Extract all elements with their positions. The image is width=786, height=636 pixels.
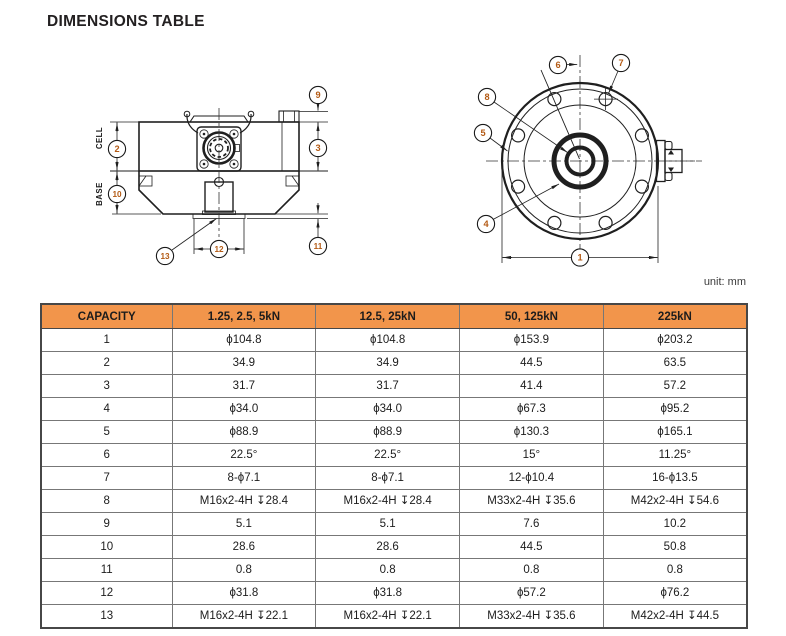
dimension-value-cell: ϕ104.8 <box>172 329 316 352</box>
table-row <box>41 490 747 513</box>
table-row <box>41 398 747 421</box>
dimension-value-cell: M16x2-4H ↧28.4 <box>172 490 316 513</box>
item-number-cell: 1 <box>41 329 172 352</box>
item-number-cell: 4 <box>41 398 172 421</box>
dimension-value-cell: 63.5 <box>603 352 747 375</box>
dimension-value-cell: ϕ130.3 <box>460 421 604 444</box>
capacity-value-header: 12.5, 25kN <box>316 304 460 329</box>
dimension-value-cell: 0.8 <box>172 559 316 582</box>
dimension-value-cell: 28.6 <box>316 536 460 559</box>
item-number-cell: 5 <box>41 421 172 444</box>
dimension-value-cell: 31.7 <box>316 375 460 398</box>
item-number-cell: 11 <box>41 559 172 582</box>
dimension-value-cell: 7.6 <box>460 513 604 536</box>
table-row <box>41 375 747 398</box>
dimension-value-cell: 31.7 <box>172 375 316 398</box>
balloon-number: 2 <box>114 144 120 155</box>
dimension-value-cell: 34.9 <box>316 352 460 375</box>
balloon-number: 13 <box>160 251 170 261</box>
balloon-13 <box>156 247 173 264</box>
dimensions-table-container <box>40 303 747 629</box>
balloon-8 <box>478 88 495 105</box>
dimension-value-cell: ϕ153.9 <box>460 329 604 352</box>
table-row <box>41 421 747 444</box>
item-number-cell: 12 <box>41 582 172 605</box>
dimension-value-cell: ϕ76.2 <box>603 582 747 605</box>
dimension-value-cell: 34.9 <box>172 352 316 375</box>
table-head-row <box>41 304 747 329</box>
balloon-5 <box>474 124 491 141</box>
item-number-cell: 3 <box>41 375 172 398</box>
table-row <box>41 352 747 375</box>
balloon-number: 10 <box>112 189 122 199</box>
balloon-number: 7 <box>618 58 624 69</box>
table-row <box>41 536 747 559</box>
dimension-value-cell: 41.4 <box>460 375 604 398</box>
capacity-value-header: 225kN <box>603 304 747 329</box>
item-number-cell: 7 <box>41 467 172 490</box>
dimension-value-cell: 15° <box>460 444 604 467</box>
balloon-number: 12 <box>214 244 224 254</box>
balloon-number: 9 <box>315 90 321 101</box>
dimension-value-cell: 12-ϕ10.4 <box>460 467 604 490</box>
item-number-cell: 13 <box>41 605 172 629</box>
unit-note: unit: mm <box>703 276 746 288</box>
dimension-value-cell: 0.8 <box>460 559 604 582</box>
side-view-drawing <box>95 86 328 264</box>
balloon-3 <box>309 139 326 156</box>
dimension-value-cell: M16x2-4H ↧28.4 <box>316 490 460 513</box>
dimension-value-cell: 10.2 <box>603 513 747 536</box>
dimension-value-cell: ϕ31.8 <box>172 582 316 605</box>
dimension-value-cell: ϕ88.9 <box>172 421 316 444</box>
dimension-value-cell: 16-ϕ13.5 <box>603 467 747 490</box>
dimension-value-cell: 28.6 <box>172 536 316 559</box>
capacity-value-header: 50, 125kN <box>460 304 604 329</box>
dimension-value-cell: 50.8 <box>603 536 747 559</box>
table-row <box>41 444 747 467</box>
balloon-number: 5 <box>480 128 486 139</box>
dimension-value-cell: ϕ165.1 <box>603 421 747 444</box>
dimension-value-cell: M33x2-4H ↧35.6 <box>460 490 604 513</box>
dimension-value-cell: 57.2 <box>603 375 747 398</box>
dimension-value-cell: 44.5 <box>460 352 604 375</box>
page-title: DIMENSIONS TABLE <box>47 13 205 30</box>
balloon-number: 6 <box>555 60 561 71</box>
dimension-value-cell: M42x2-4H ↧44.5 <box>603 605 747 629</box>
item-number-cell: 10 <box>41 536 172 559</box>
balloon-12 <box>210 240 227 257</box>
table-row <box>41 605 747 629</box>
dimension-value-cell: 0.8 <box>603 559 747 582</box>
balloon-1 <box>571 249 588 266</box>
balloon-number: 11 <box>313 241 323 251</box>
dimensions-table <box>40 303 748 629</box>
balloon-number: 3 <box>315 143 321 154</box>
balloon-10 <box>108 185 125 202</box>
table-row <box>41 467 747 490</box>
dimension-value-cell: ϕ57.2 <box>460 582 604 605</box>
balloon-2 <box>108 140 125 157</box>
dimension-value-cell: 5.1 <box>316 513 460 536</box>
table-row <box>41 329 747 352</box>
dimension-value-cell: 22.5° <box>316 444 460 467</box>
balloon-number: 1 <box>577 252 583 263</box>
dimension-value-cell: ϕ67.3 <box>460 398 604 421</box>
item-number-cell: 8 <box>41 490 172 513</box>
balloon-11 <box>309 237 326 254</box>
item-number-cell: 9 <box>41 513 172 536</box>
balloon-7 <box>612 54 629 71</box>
dimension-value-cell: ϕ104.8 <box>316 329 460 352</box>
side-view-balloons <box>108 86 326 264</box>
base-label: BASE <box>95 182 104 206</box>
dimension-value-cell: M33x2-4H ↧35.6 <box>460 605 604 629</box>
dimension-value-cell: M16x2-4H ↧22.1 <box>172 605 316 629</box>
dimension-value-cell: ϕ34.0 <box>172 398 316 421</box>
balloon-number: 4 <box>483 219 489 230</box>
item-number-cell: 6 <box>41 444 172 467</box>
capacity-column-header: CAPACITY <box>41 304 172 329</box>
dimension-value-cell: M16x2-4H ↧22.1 <box>316 605 460 629</box>
technical-drawings <box>0 0 786 300</box>
table-row <box>41 513 747 536</box>
balloon-6 <box>549 56 566 73</box>
table-row <box>41 559 747 582</box>
dimension-value-cell: M42x2-4H ↧54.6 <box>603 490 747 513</box>
dimension-value-cell: 8-ϕ7.1 <box>172 467 316 490</box>
dimension-value-cell: 0.8 <box>316 559 460 582</box>
dimension-value-cell: ϕ31.8 <box>316 582 460 605</box>
balloon-9 <box>309 86 326 103</box>
balloon-4 <box>477 215 494 232</box>
front-view-drawing <box>474 54 702 266</box>
dimension-value-cell: 44.5 <box>460 536 604 559</box>
dimension-value-cell: ϕ95.2 <box>603 398 747 421</box>
dimension-value-cell: ϕ88.9 <box>316 421 460 444</box>
table-row <box>41 582 747 605</box>
dimension-value-cell: 5.1 <box>172 513 316 536</box>
dimension-value-cell: ϕ34.0 <box>316 398 460 421</box>
cell-label: CELL <box>95 126 104 150</box>
dimension-value-cell: 11.25° <box>603 444 747 467</box>
dimension-value-cell: 22.5° <box>172 444 316 467</box>
capacity-value-header: 1.25, 2.5, 5kN <box>172 304 316 329</box>
dimension-value-cell: ϕ203.2 <box>603 329 747 352</box>
table-body <box>41 329 747 629</box>
balloon-number: 8 <box>484 92 490 103</box>
dimension-value-cell: 8-ϕ7.1 <box>316 467 460 490</box>
item-number-cell: 2 <box>41 352 172 375</box>
